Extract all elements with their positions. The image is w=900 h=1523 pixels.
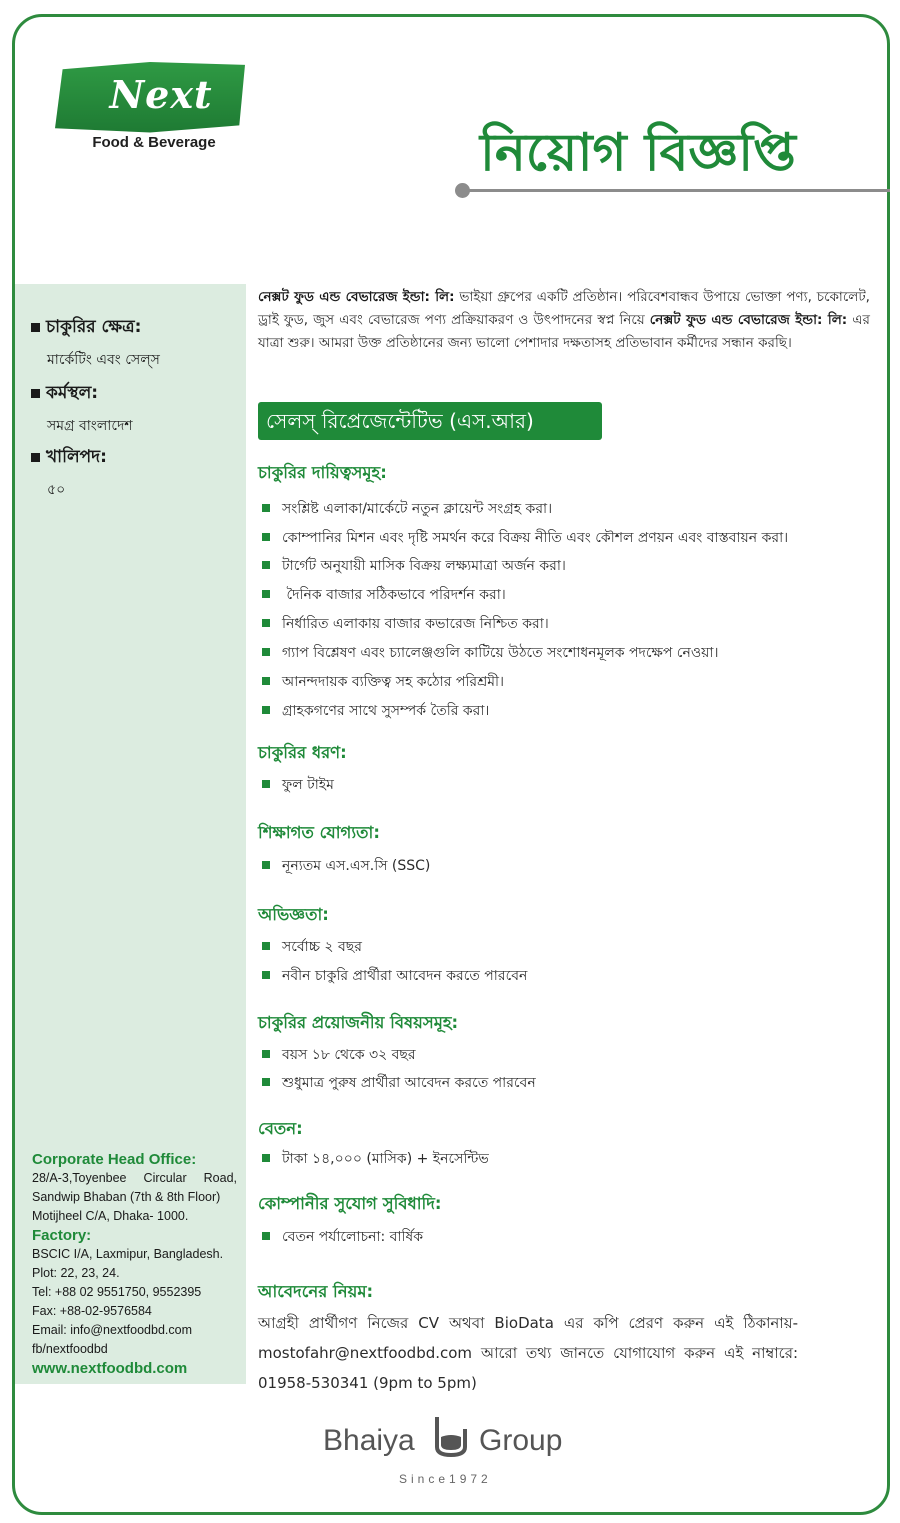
contact-block xyxy=(32,1150,237,1378)
list-item: শুধুমাত্র পুরুষ প্রার্থীরা আবেদন করতে পারবেন xyxy=(262,1071,536,1095)
bhaiya-group-logo xyxy=(323,1410,583,1490)
list-item: নির্ধারিত এলাকায় বাজার কভারেজ নিশ্চিত করা। xyxy=(262,612,549,636)
company-name: নেক্সট ফুড এন্ড বেভারেজ ইন্ডা: লি: xyxy=(258,289,455,305)
field-workplace xyxy=(31,380,241,438)
website-link[interactable]: www.nextfoodbd.com xyxy=(32,1360,188,1377)
hq-address-line: 28/A-3,Toyenbee Circular Road, xyxy=(32,1171,237,1185)
hq-title: Corporate Head Office: xyxy=(32,1151,197,1168)
requirements-title: চাকুরির প্রয়োজনীয় বিষয়সমূহ: xyxy=(258,1013,459,1032)
list-item: গ্যাপ বিশ্লেষণ এবং চ্যালেঞ্জগুলি কাটিয়ে উঠতে সংশোধনমূলক পদক্ষেপ নেওয়া। xyxy=(262,641,718,665)
field-value: মার্কেটিং এবং সেল্স xyxy=(47,352,160,368)
benefits-title: কোম্পানীর সুযোগ সুবিধাদি: xyxy=(258,1194,442,1213)
logo-tagline: Food & Beverage xyxy=(92,134,216,151)
job-type-title: চাকুরির ধরণ: xyxy=(258,743,347,762)
field-label: কর্মস্থল: xyxy=(46,383,99,403)
factory-address-line: Plot: 22, 23, 24. xyxy=(32,1266,120,1280)
group-logo-left: Bhaiya xyxy=(323,1424,415,1457)
logo-brand: Next xyxy=(109,72,213,117)
factory-title: Factory: xyxy=(32,1227,92,1244)
tel-line: Tel: +88 02 9551750, 9552395 xyxy=(32,1285,202,1299)
cup-mark-icon xyxy=(431,1413,471,1459)
list-item: আনন্দদায়ক ব্যক্তিত্ব সহ কঠোর পরিশ্রমী। xyxy=(262,670,504,694)
list-item: টার্গেট অনুযায়ী মাসিক বিক্রয় লক্ষ্যমাত্রা অর্জন করা। xyxy=(262,554,566,578)
responsibilities-title: চাকুরির দায়িত্বসমূহ: xyxy=(258,463,387,482)
position-title: সেলস্ রিপ্রেজেন্টেটিভ (এস.আর) xyxy=(258,402,602,440)
list-item: সর্বোচ্চ ২ বছর xyxy=(262,935,362,959)
list-item: সংশ্লিষ্ট এলাকা/মার্কেটে নতুন ক্লায়েন্ট সংগ্রহ করা। xyxy=(262,497,552,521)
list-item: বেতন পর্যালোচনা: বার্ষিক xyxy=(262,1225,423,1249)
page-title: নিয়োগ বিজ্ঞপ্তি xyxy=(480,123,796,183)
list-item: নবীন চাকুরি প্রার্থীরা আবেদন করতে পারবেন xyxy=(262,964,527,988)
bullet-square-icon xyxy=(31,323,40,332)
group-logo-right: Group xyxy=(479,1424,563,1457)
application-title: আবেদনের নিয়ম: xyxy=(258,1282,374,1301)
factory-address-line: BSCIC I/A, Laxmipur, Bangladesh. xyxy=(32,1247,224,1261)
field-label: চাকুরির ক্ষেত্র: xyxy=(46,317,142,337)
title-rule xyxy=(462,189,890,192)
salary-title: বেতন: xyxy=(258,1119,303,1138)
next-food-logo xyxy=(55,62,250,172)
fax-line: Fax: +88-02-9576584 xyxy=(32,1304,152,1318)
experience-title: অভিজ্ঞতা: xyxy=(258,905,329,924)
hq-address-line: Sandwip Bhaban (7th & 8th Floor) xyxy=(32,1190,221,1204)
list-item: নূন্যতম এস.এস.সি (SSC) xyxy=(262,854,430,878)
hq-address-line: Motijheel C/A, Dhaka- 1000. xyxy=(32,1209,189,1223)
field-vacancies xyxy=(31,444,241,502)
group-since: Since1972 xyxy=(399,1472,492,1486)
facebook-line: fb/nextfoodbd xyxy=(32,1342,108,1356)
bullet-square-icon xyxy=(31,453,40,462)
list-item: টাকা ১৪,০০০ (মাসিক) + ইনসেন্টিভ xyxy=(262,1147,489,1171)
field-value: সমগ্র বাংলাদেশ xyxy=(47,418,133,434)
list-item: ফুল টাইম xyxy=(262,773,334,797)
field-label: খালিপদ: xyxy=(46,447,107,467)
bullet-square-icon xyxy=(31,389,40,398)
field-job-area xyxy=(31,314,241,372)
list-item: গ্রাহকগণের সাথে সুসম্পর্ক তৈরি করা। xyxy=(262,699,489,723)
education-title: শিক্ষাগত যোগ্যতা: xyxy=(258,823,380,842)
list-item: দৈনিক বাজার সঠিকভাবে পরিদর্শন করা। xyxy=(262,583,506,607)
intro-paragraph: নেক্সট ফুড এন্ড বেভারেজ ইন্ডা: লি: ভাইয়া গ্রুপের একটি প্রতিষ্ঠান। পরিবেশবান্ধব উপায়ে ভোক্তা পণ্য, চকোলেট, ড্রাই ফুড, জুস এবং বেভারেজ পণ্য প্রক্রিয়াকরণ ও উৎপাদনের স্বপ্ন নিয়ে নেক্সট ফুড এন্ড বেভারেজ ইন্ডা: লি: এর যাত্রা শুরু। আমরা উক্ত প্রতিষ্ঠানের জন্য ভালো পেশাদার দক্ষতাসহ প্রতিভাবান কর্মীদের সন্ধান করছি। xyxy=(258,289,870,351)
list-item: কোম্পানির মিশন এবং দৃষ্টি সমর্থন করে বিক্রয় নীতি এবং কৌশল প্রণয়ন এবং বাস্তবায়ন করা। xyxy=(262,526,788,550)
email-line: Email: info@nextfoodbd.com xyxy=(32,1323,192,1337)
application-text: আগ্রহী প্রার্থীগণ নিজের CV অথবা BioData এর কপি প্রেরণ করুন এই ঠিকানায়- mostofahr@nextfoodbd.com আরো তথ্য জানতে যোগাযোগ করুন এই নাম্বারে: 01958-530341 (9pm to 5pm) xyxy=(258,1314,798,1392)
company-name: নেক্সট ফুড এন্ড বেভারেজ ইন্ডা: লি: xyxy=(649,312,848,328)
field-value: ৫০ xyxy=(47,482,66,498)
list-item: বয়স ১৮ থেকে ৩২ বছর xyxy=(262,1043,416,1067)
